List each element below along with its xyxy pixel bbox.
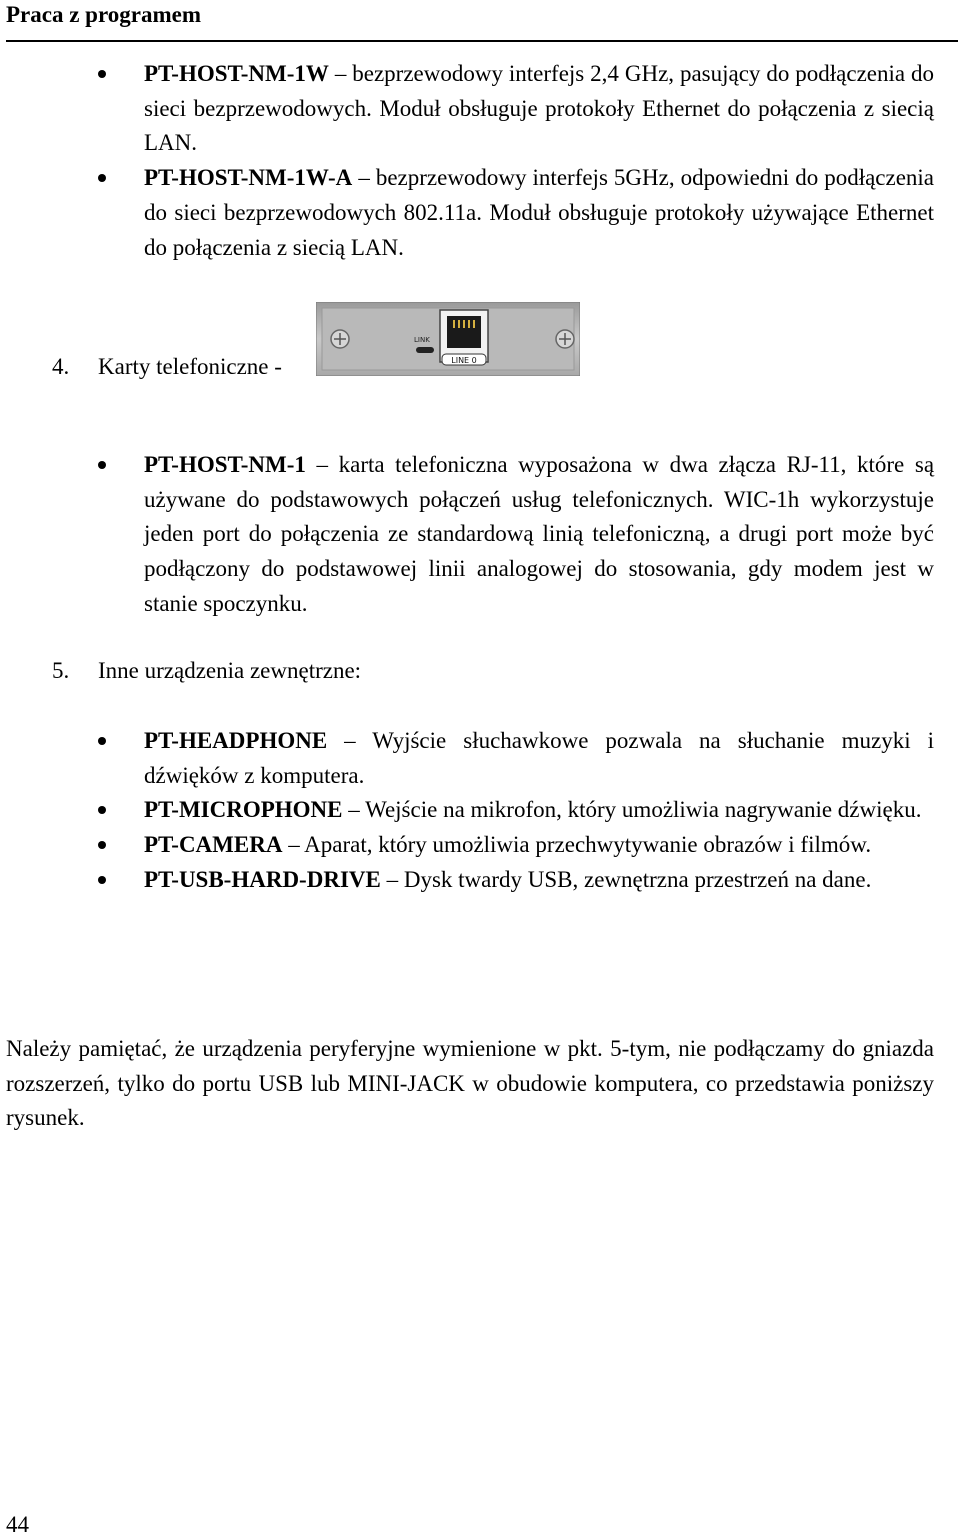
dash: – [334, 61, 347, 86]
list-item-text [144, 828, 934, 863]
device-name: PT-HOST-NM-1W-A [144, 165, 353, 191]
page-number: 44 [6, 1512, 29, 1537]
dash: – [358, 165, 370, 191]
device-description: Dysk twardy USB, zewnętrzna przestrzeń na dane. [403, 866, 872, 892]
wireless-modules-list [0, 57, 960, 265]
dash: – [316, 452, 328, 477]
list-item-text [144, 161, 934, 265]
list-item-text [144, 448, 934, 622]
device-name: PT-MICROPHONE [144, 797, 343, 823]
section-label: Inne urządzenia zewnętrzne: [98, 658, 362, 683]
section-5-heading [52, 656, 361, 686]
list-item [0, 863, 960, 898]
port-label: LINE 0 [451, 356, 477, 365]
list-item-text [144, 57, 934, 161]
bullet-icon [98, 70, 106, 78]
bullet-icon [98, 737, 106, 745]
link-label: LINK [414, 336, 430, 344]
list-item [0, 448, 960, 622]
dash: – [386, 866, 399, 892]
external-devices-list [0, 724, 960, 898]
bullet-icon [98, 461, 106, 469]
phone-card-image [316, 302, 580, 376]
note-paragraph: Należy pamiętać, że urządzenia peryferyjne wymienione w pkt. 5-tym, nie podłączamy do gniazda rozszerzeń, tylko do portu USB lub MINI-JACK w obudowie komputera, co przedstawia poniższy rysunek. [6, 1036, 934, 1131]
section-label: Karty telefoniczne - [98, 354, 282, 379]
list-item-text [144, 863, 934, 898]
dash: – [348, 797, 360, 823]
section-number: 4. [52, 354, 70, 379]
device-name: PT-USB-HARD-DRIVE [144, 866, 381, 892]
device-name: PT-HOST-NM-1 [144, 452, 306, 477]
bullet-icon [98, 806, 106, 814]
screw-icon-right [556, 330, 574, 348]
list-item [0, 161, 960, 265]
device-name: PT-HOST-NM-1W [144, 61, 329, 86]
list-item [0, 57, 960, 161]
link-led [416, 347, 434, 353]
device-description: karta telefoniczna wyposażona w dwa złącza RJ-11, które są używane do podstawowych połączeń usług telefonicznych. WIC-1h wykorzystuje jeden port do połączenia ze standardową linią telefoniczną, a drugi port może być podłączony do podstawowej linii analogowej do stosowania, gdy modem jest w stanie spoczynku. [144, 452, 935, 616]
page-header-title: Praca z programem [6, 2, 201, 27]
device-description: bezprzewodowy interfejs 2,4 GHz, pasujący do podłączenia do sieci bezprzewodowych. Moduł obsługuje protokoły Ethernet do połączenia z siecią LAN. [144, 61, 935, 156]
dash: – [288, 832, 300, 858]
section-number: 5. [52, 658, 70, 683]
device-description: Aparat, który umożliwia przechwytywanie obrazów i filmów. [304, 832, 872, 858]
bullet-icon [98, 876, 106, 884]
list-item-text [144, 793, 934, 828]
list-item [0, 793, 960, 828]
device-description: bezprzewodowy interfejs 5GHz, odpowiedni do podłączenia do sieci bezprzewodowych 802.11a. Moduł obsługuje protokoły używające Ethernet do połączenia z siecią LAN. [144, 165, 935, 260]
list-item-text [144, 724, 934, 793]
list-item [0, 828, 960, 863]
device-name: PT-HEADPHONE [144, 728, 328, 753]
dash: – [344, 728, 356, 753]
device-description: Wejście na mikrofon, który umożliwia nagrywanie dźwięku. [365, 797, 922, 823]
section-4-heading [52, 352, 282, 382]
bullet-icon [98, 174, 106, 182]
header-divider [6, 40, 958, 42]
phone-cards-list [0, 448, 960, 622]
device-description: Wyjście słuchawkowe pozwala na słuchanie muzyki i dźwięków z komputera. [144, 728, 934, 788]
list-item [0, 724, 960, 793]
bullet-icon [98, 841, 106, 849]
device-name: PT-CAMERA [144, 832, 283, 858]
screw-icon-left [331, 330, 349, 348]
